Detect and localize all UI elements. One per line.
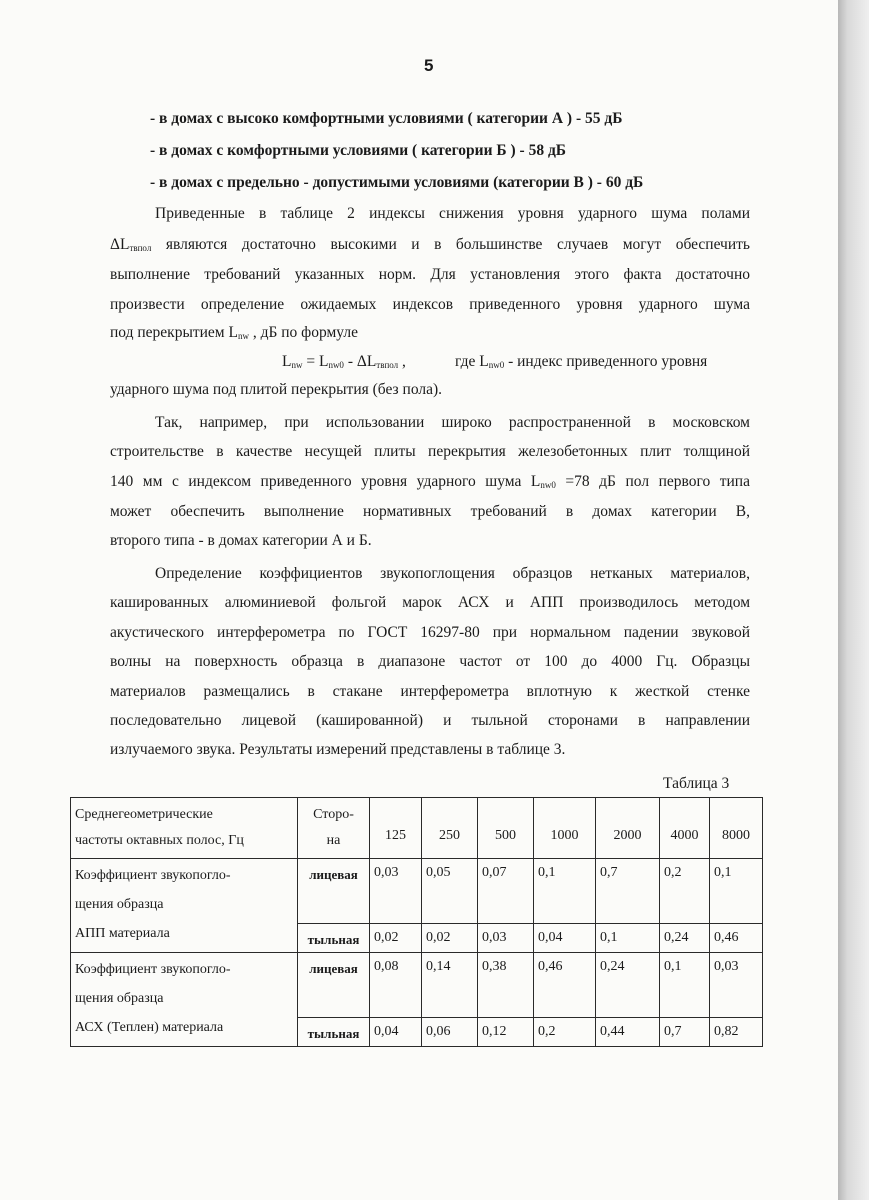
bullet-category-v: - в домах с предельно - допустимыми условиями (категории В ) - 60 дБ xyxy=(150,174,644,191)
paragraph-3-line-7: излучаемого звука. Результаты измерений представлены в таблице 3. xyxy=(110,741,566,758)
header-frequency-label-line-2: частоты октавных полос, Гц xyxy=(75,833,244,848)
side-cell: тыльная xyxy=(298,924,370,953)
formula-continuation: ударного шума под плитой перекрытия (без пола). xyxy=(110,381,443,398)
value-cell: 0,38 xyxy=(478,953,534,1018)
value-cell: 0,05 xyxy=(422,859,478,924)
side-cell: тыльная xyxy=(298,1018,370,1047)
value-cell: 0,7 xyxy=(596,859,660,924)
group-label-line-1: Коэффициент звукопогло- xyxy=(75,868,231,883)
header-side-label-line-2: на xyxy=(326,833,341,848)
value-cell: 0,03 xyxy=(478,924,534,953)
value-cell: 0,1 xyxy=(534,859,596,924)
value-cell: 0,46 xyxy=(710,924,763,953)
page-number: 5 xyxy=(424,56,434,75)
side-cell: лицевая xyxy=(298,953,370,1018)
group-label-ash xyxy=(71,953,298,1047)
paragraph-3-line-6: последовательно лицевой (кашированной) и тыльной сторонами в направлении xyxy=(110,712,750,729)
value-cell: 0,1 xyxy=(660,953,710,1018)
header-frequency-label-line-1: Среднегеометрические xyxy=(75,807,213,822)
header-freq-2000: 2000 xyxy=(596,798,660,859)
header-freq-8000: 8000 xyxy=(710,798,763,859)
paragraph-3-line-4: волны на поверхность образца в диапазоне частот от 100 до 4000 Гц. Образцы xyxy=(110,653,750,670)
value-cell: 0,12 xyxy=(478,1018,534,1047)
value-cell: 0,1 xyxy=(596,924,660,953)
value-cell: 0,2 xyxy=(660,859,710,924)
header-side-label xyxy=(298,798,370,859)
scan-edge xyxy=(838,0,869,1200)
header-side-label-line-1: Сторо- xyxy=(313,807,354,822)
value-cell: 0,04 xyxy=(534,924,596,953)
table-row xyxy=(71,859,763,924)
value-cell: 0,07 xyxy=(478,859,534,924)
bullet-category-b: - в домах с комфортными условиями ( категории Б ) - 58 дБ xyxy=(150,142,567,159)
value-cell: 0,7 xyxy=(660,1018,710,1047)
value-cell: 0,06 xyxy=(422,1018,478,1047)
value-cell: 0,02 xyxy=(370,924,422,953)
paragraph-1-line-5: под перекрытием $L_{nw}$ , дБ по формуле xyxy=(110,324,358,341)
value-cell: 0,24 xyxy=(660,924,710,953)
value-cell: 0,14 xyxy=(422,953,478,1018)
group-label-line-2: щения образца xyxy=(75,897,164,912)
group-label-line-3: АСХ (Теплен) материала xyxy=(75,1020,224,1035)
table-header-row xyxy=(71,798,763,859)
value-cell: 0,1 xyxy=(710,859,763,924)
paragraph-1-line-3: выполнение требований указанных норм. Для установления этого факта достаточно xyxy=(110,266,750,283)
header-freq-250: 250 xyxy=(422,798,478,859)
paragraph-1-line-1: Приведенные в таблице 2 индексы снижения уровня ударного шума полами xyxy=(155,205,750,222)
value-cell: 0,24 xyxy=(596,953,660,1018)
paragraph-3-line-3: акустического интерферометра по ГОСТ 16297-80 при нормальном падении звуковой xyxy=(110,624,750,641)
value-cell: 0,2 xyxy=(534,1018,596,1047)
absorption-coefficients-table xyxy=(70,797,763,1047)
paragraph-3-line-5: материалов размещались в стакане интерферометра вплотную к жесткой стенке xyxy=(110,683,750,700)
paragraph-2-line-2: строительстве в качестве несущей плиты перекрытия железобетонных плит толщиной xyxy=(110,443,750,460)
value-cell: 0,02 xyxy=(422,924,478,953)
paragraph-2-line-3: 140 мм с индексом приведенного уровня ударного шума $L_{nw0} =78$ дБ пол первого типа xyxy=(110,473,750,490)
header-freq-4000: 4000 xyxy=(660,798,710,859)
formula: $L_{nw} = L_{nw0} - \Delta L_{твпол}$ , xyxy=(282,353,406,370)
paragraph-3-line-1: Определение коэффициентов звукопоглощения образцов нетканых материалов, xyxy=(155,565,750,582)
group-label-app xyxy=(71,859,298,953)
paragraph-2-line-1: Так, например, при использовании широко распространенной в московском xyxy=(155,414,750,431)
paragraph-2-line-5: второго типа - в домах категории А и Б. xyxy=(110,532,372,549)
group-label-line-2: щения образца xyxy=(75,991,164,1006)
value-cell: 0,08 xyxy=(370,953,422,1018)
paragraph-2-line-4: может обеспечить выполнение нормативных требований в домах категории В, xyxy=(110,503,750,520)
formula-explanation: где $L_{nw0}$ - индекс приведенного уровня xyxy=(455,353,708,370)
table-caption: Таблица 3 xyxy=(663,775,730,792)
group-label-line-3: АПП материала xyxy=(75,926,170,941)
header-freq-500: 500 xyxy=(478,798,534,859)
side-cell: лицевая xyxy=(298,859,370,924)
bullet-category-a: - в домах с высоко комфортными условиями ( категории А ) - 55 дБ xyxy=(150,110,623,127)
paragraph-1-line-4: произвести определение ожидаемых индексов приведенного уровня ударного шума xyxy=(110,296,750,313)
value-cell: 0,44 xyxy=(596,1018,660,1047)
header-freq-125: 125 xyxy=(370,798,422,859)
paragraph-1-line-2: $\Delta L_{твпол}$ являются достаточно высокими и в большинстве случаев могут обеспечить xyxy=(110,236,750,253)
value-cell: 0,82 xyxy=(710,1018,763,1047)
header-freq-1000: 1000 xyxy=(534,798,596,859)
table-row xyxy=(71,953,763,1018)
paragraph-3-line-2: кашированных алюминиевой фольгой марок АСХ и АПП производилось методом xyxy=(110,594,750,611)
value-cell: 0,03 xyxy=(710,953,763,1018)
header-frequency-label xyxy=(71,798,298,859)
value-cell: 0,03 xyxy=(370,859,422,924)
value-cell: 0,04 xyxy=(370,1018,422,1047)
group-label-line-1: Коэффициент звукопогло- xyxy=(75,962,231,977)
value-cell: 0,46 xyxy=(534,953,596,1018)
